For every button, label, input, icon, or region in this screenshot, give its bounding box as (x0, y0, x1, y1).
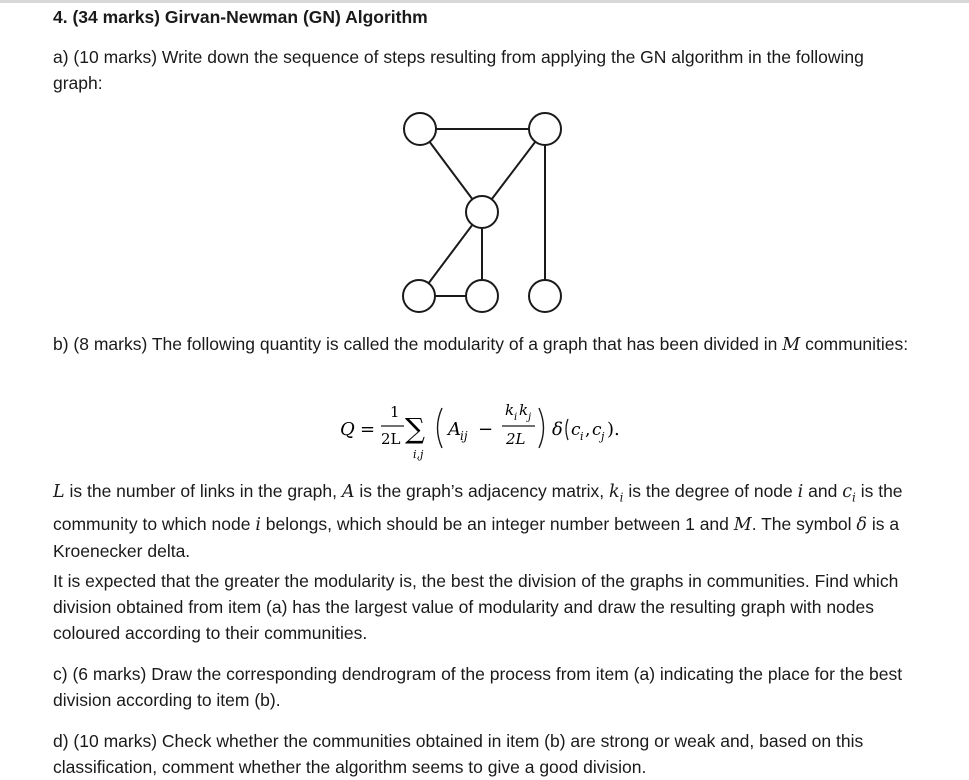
formula-comma: , (585, 420, 591, 440)
formula-minus: − (478, 419, 494, 440)
top-border (0, 0, 969, 3)
node-bottom-left (403, 280, 435, 312)
formula-sum-index: i,j (413, 448, 424, 461)
formula-k-j-sub: j (528, 412, 532, 423)
part-a-text: a) (10 marks) Write down the sequence of steps resulting from applying the GN algorithm in the following graph: (53, 47, 864, 93)
formula-a-sub: ij (460, 429, 468, 443)
formula-delta-paren (566, 419, 568, 440)
modularity-formula (330, 390, 650, 470)
part-b-intro: b) (8 marks) The following quantity is called the modularity of a graph that has been divided in M communities: (53, 334, 909, 355)
part-d-text: d) (10 marks) Check whether the communities obtained in item (b) are strong or weak and, based on this classification, comment whether the algorithm seems to give a good division. (53, 731, 864, 777)
part-b-expectation: It is expected that the greater the modularity is, the best the division of the graphs in communities. Find which division obtained from item (a) has the largest value of modularity and draw the resulting graph with nodes coloured according to their communities. (53, 571, 899, 643)
formula-a: A (448, 419, 461, 440)
formula-c-i: c (571, 420, 581, 440)
formula-k-i: k (505, 401, 515, 419)
node-top-right (529, 113, 561, 145)
graph-diagram (390, 100, 575, 320)
formula-c-i-sub: i (580, 430, 584, 443)
node-middle (466, 196, 498, 228)
node-top-left (404, 113, 436, 145)
node-bottom-right (529, 280, 561, 312)
formula-k-j: k (519, 401, 529, 419)
formula-k-i-sub: i (514, 412, 518, 423)
formula-equals: = (360, 419, 376, 440)
formula-c-j: c (592, 420, 602, 440)
formula-sum: ∑ (405, 412, 425, 445)
node-bottom-center (466, 280, 498, 312)
formula-end: ). (607, 419, 620, 440)
formula-frac-num: 1 (390, 403, 400, 421)
part-c-text: c) (6 marks) Draw the corresponding dendrogram of the process from item (a) indicating the place for the best division according to item (b). (53, 664, 903, 710)
part-b-definitions: L is the number of links in the graph, A is the graph’s adjacency matrix, $k_i$ is the degree of node i and $c_i$ is the community to which node i belongs, which should be an integer number between 1 and M. The symbol δ is a Kroenecker delta. (53, 481, 903, 561)
formula-q: Q (340, 419, 355, 440)
formula-frac-den: 2L (381, 430, 401, 448)
formula-left-paren (438, 408, 443, 448)
formula-k-den: 2L (506, 430, 526, 448)
question-title: 4. (34 marks) Girvan-Newman (GN) Algorithm (53, 7, 428, 27)
formula-right-paren (539, 408, 544, 448)
formula-delta: δ (552, 419, 563, 440)
formula-c-j-sub: j (601, 430, 605, 443)
